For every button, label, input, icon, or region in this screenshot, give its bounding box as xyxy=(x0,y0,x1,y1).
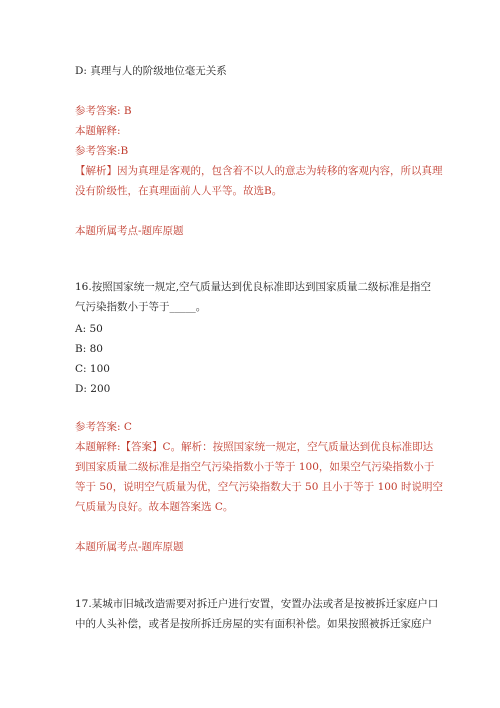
analysis-tag: 【解析】 xyxy=(75,165,117,177)
knowledge-point: 本题所属考点-题库原题 xyxy=(75,225,184,237)
answer-label-16: 参考答案: C xyxy=(75,421,132,433)
explain-line-3: 等于 50，说明空气质量为优，空气污染指数大于 50 且小于等于 100 时说明空 xyxy=(75,481,443,493)
knowledge-point-16: 本题所属考点-题库原题 xyxy=(75,541,184,553)
analysis-text: 因为真理是客观的，包含着不以人的意志为转移的客观内容，所以真理 xyxy=(117,165,443,177)
option-d: D: 真理与人的阶级地位毫无关系 xyxy=(75,65,227,77)
option-a: A: 50 xyxy=(75,323,103,335)
question-17-stem-2: 中的人头补偿，或者是按所拆迁房屋的实有面积补偿。如果按照被拆迁家庭户 xyxy=(75,618,432,630)
analysis-line-1 xyxy=(75,164,443,178)
explain-line-1: 本题解释:【答案】C。解析：按照国家统一规定，空气质量达到优良标准即达 xyxy=(75,441,434,453)
explain-line-4: 气质量为良好。故本题答案选 C。 xyxy=(75,501,234,513)
answer-repeat: 参考答案:B xyxy=(75,145,129,157)
option-d-16: D: 200 xyxy=(75,383,111,395)
question-17-stem-1: 17.某城市旧城改造需要对拆迁户进行安置，安置办法或者是按被拆迁家庭户口 xyxy=(75,598,439,610)
question-16-stem-1: 16.按照国家统一规定,空气质量达到优良标准即达到国家质量二级标准是指空 xyxy=(75,281,432,293)
explain-label: 本题解释: xyxy=(75,125,121,137)
analysis-line-2: 没有阶级性，在真理面前人人平等。故选B。 xyxy=(75,185,283,197)
question-16-stem-2: 气污染指数小于等于_____。 xyxy=(75,301,207,313)
option-c: C: 100 xyxy=(75,363,110,375)
answer-label: 参考答案: B xyxy=(75,105,132,117)
option-b: B: 80 xyxy=(75,343,103,355)
explain-line-2: 到国家质量二级标准是指空气污染指数小于等于 100，如果空气污染指数小于 xyxy=(75,461,435,473)
